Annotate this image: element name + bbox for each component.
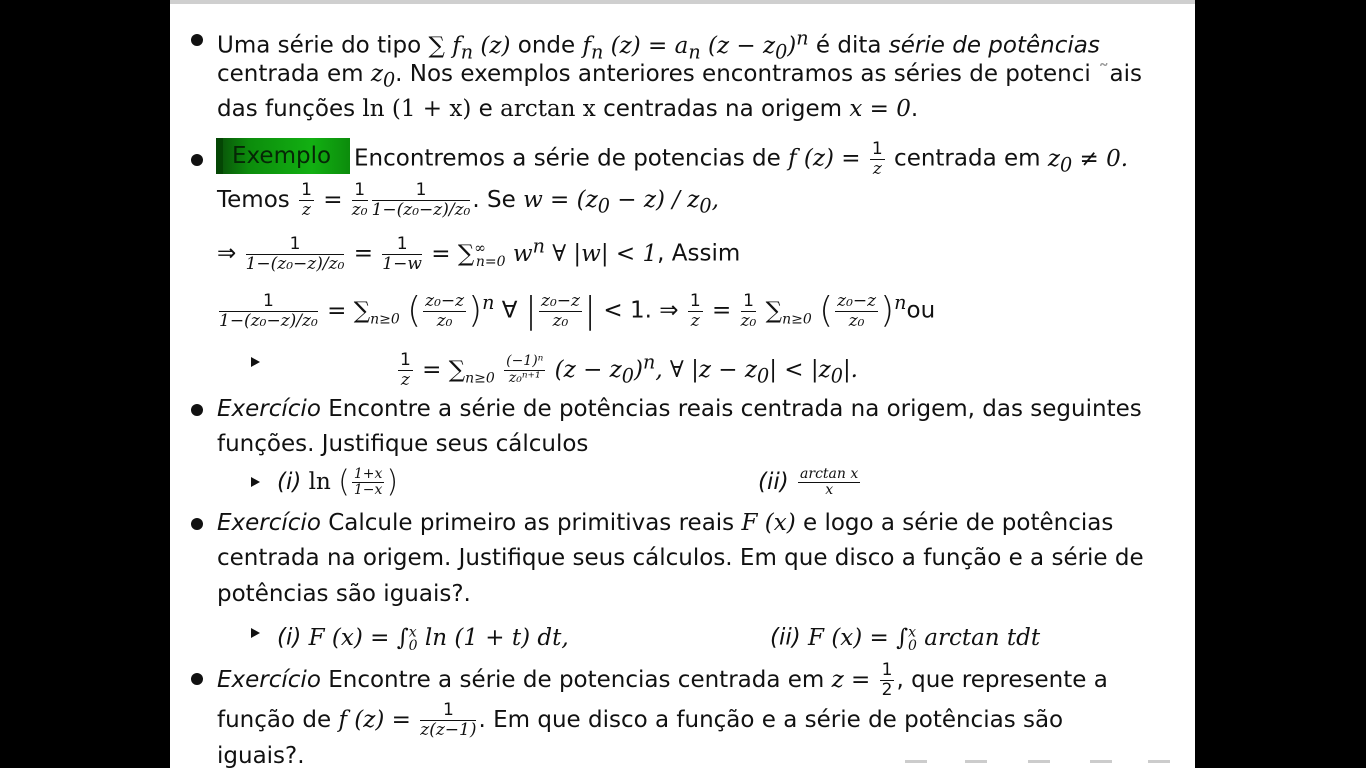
text: ou	[906, 297, 936, 324]
text: . Nos exemplos anteriores encontramos as séries de potenci	[395, 61, 1091, 87]
sub-bullet-arrow	[251, 477, 260, 487]
bullet1-line3: das funções ln (1 + x) e arctan x centradas na origem x = 0.	[217, 96, 919, 122]
text: . Em que disco a função e a série de potências são	[478, 707, 1064, 733]
bullet-dot	[191, 404, 203, 416]
text: centrada em	[886, 145, 1048, 172]
bullet1-line2: centrada em $z_0$. Nos exemplos anteriores encontramos as séries de potenci ˜ais	[217, 61, 1143, 92]
emphasis-text: série de potências	[888, 32, 1100, 59]
bullet3-item-i: (i) ln ( $\frac{1+x}{1-x}$ )	[277, 464, 399, 500]
bullet3-item-ii	[758, 462, 862, 502]
nav-icon[interactable]	[905, 760, 927, 763]
slide-top-border	[170, 0, 1195, 4]
bullet2-line1	[354, 140, 1128, 183]
text: . Se	[472, 187, 524, 213]
text: potências são iguais?.	[217, 581, 471, 607]
math: arctan x	[500, 96, 596, 122]
fraction: $\frac{1}{1-w}$	[382, 233, 422, 274]
math: $f_n$ $(z) = a_n$ $(z - z_0)^n$	[582, 26, 809, 64]
text: Temos	[217, 187, 298, 213]
fraction: $\frac{1}{\text{z₀}}$	[740, 290, 757, 331]
slide-page	[170, 0, 1195, 768]
text: onde	[510, 32, 583, 59]
text: , Assim	[657, 240, 741, 267]
text: iguais?.	[217, 743, 305, 768]
math: $w = (z_0 - z) / z_0$,	[523, 187, 719, 218]
bullet4-item-i	[277, 618, 569, 660]
text: funções. Justifique seus cálculos	[217, 431, 589, 457]
sub-bullet-arrow	[251, 357, 260, 367]
fraction: $\frac{1}{z}$	[301, 180, 312, 220]
bullet4-line1	[217, 509, 1113, 537]
fraction: $\frac{\text{(−1)ⁿ}}{\text{z₀ⁿ⁺¹}}$	[506, 353, 544, 386]
sub-bullet-arrow	[251, 628, 260, 638]
nav-icon[interactable]	[1148, 760, 1170, 763]
item-label: (ii)	[770, 624, 801, 651]
exercise-label: Exercício	[217, 510, 321, 536]
bullet4-line2	[217, 544, 1144, 572]
item-label: (ii)	[758, 469, 789, 495]
nav-icon[interactable]	[1090, 760, 1112, 763]
math: $z_0$	[370, 61, 396, 92]
exercise-label: Exercício	[217, 396, 321, 422]
text: ais	[1109, 61, 1143, 87]
nav-icon[interactable]	[965, 760, 987, 763]
fraction: $\frac{1}{2}$	[881, 660, 893, 700]
math: = $\sum_{n\ge 0}$	[414, 356, 495, 387]
exercise-label: Exercício	[217, 667, 321, 693]
fraction: $\frac{1}{z}$	[871, 139, 883, 179]
math: $z_0 \ne 0$.	[1047, 145, 1129, 177]
text: Encontre a série de potências reais centrada na origem, das seguintes	[320, 396, 1142, 422]
text: Encontre a série de potencias centrada em	[320, 667, 832, 693]
bullet3-line2	[217, 430, 588, 458]
math: ln (1 + x)	[362, 96, 472, 122]
text: e logo a série de potências	[795, 510, 1114, 536]
text: centrada na origem. Justifique seus cálculos. Em que disco a função e a série de	[217, 545, 1144, 571]
nav-icon[interactable]	[1028, 760, 1050, 763]
math: x = 0	[849, 96, 911, 122]
text: das funções	[217, 96, 363, 122]
text: , que represente a	[896, 667, 1108, 693]
example-badge-label: Exemplo	[232, 143, 332, 169]
text: centrada em	[217, 61, 371, 87]
math: F (x) = ∫$^x_0$ arctan tdt	[808, 624, 1041, 655]
fraction: $\frac{\text{z₀−z}}{\text{z₀}}$	[541, 290, 580, 331]
bullet-dot	[191, 154, 203, 166]
fraction: $\frac{1}{z(z-1)}$	[420, 700, 477, 740]
fraction: $\frac{1}{z}$	[689, 290, 701, 331]
math: f (z) =	[788, 145, 861, 172]
bullet2-line2: Temos $\frac{1}{z}$ = $\frac{1}{\text{z₀}}$ $\frac{1}{\text{1−(z₀−z)/z₀}}$ . Se $w = (z_0 - z) / z_0$,	[217, 180, 719, 220]
text: função de	[217, 707, 339, 733]
math: $\sum_{n\ge 0}$	[758, 297, 812, 328]
implies-arrow: ⇒	[217, 240, 237, 267]
bullet-dot	[191, 34, 203, 46]
math: $(z - z_0)^n$, ∀ $|z - z_0| < |z_0|$.	[547, 350, 858, 388]
math: F (x) = ∫$^x_0$ ln (1 + t) dt,	[308, 624, 569, 655]
bullet3-line1	[217, 395, 1142, 423]
fraction: $\frac{\text{z₀−z}}{\text{z₀}}$	[425, 290, 465, 331]
text: Uma série do tipo	[217, 32, 429, 59]
fraction: $\frac{1}{\text{1−(z₀−z)/z₀}}$	[219, 290, 318, 331]
bullet5-line3	[217, 742, 305, 768]
math: F (x)	[741, 510, 796, 536]
bullet5-line2	[217, 700, 1063, 740]
fraction: $\frac{1}{\text{z₀}}$	[351, 180, 368, 220]
text: centradas na origem	[595, 96, 850, 122]
math: f (z) =	[338, 707, 411, 733]
fraction: $\frac{1}{\text{1−(z₀−z)/z₀}}$	[371, 180, 471, 220]
bullet-dot	[191, 673, 203, 685]
math: = $\sum_{n\ge 0}$	[319, 297, 400, 328]
fraction: $\frac{\text{z₀−z}}{\text{z₀}}$	[837, 290, 877, 331]
fraction: $\frac{1}{\text{1−(z₀−z)/z₀}}$	[245, 233, 345, 274]
bullet2-line3: ⇒ $\frac{1}{\text{1−(z₀−z)/z₀}}$ = $\frac{1}{1-w}$ = $\sum^\infty_{n=0}$ $w^n$ ∀ |w| < 1, Assim	[217, 233, 741, 274]
bullet2-line4: $\frac{1}{\text{1−(z₀−z)/z₀}}$ = $\sum_{n\ge 0}$ ( $\frac{\text{z₀−z}}{\text{z₀}}$ )$^n$ ∀ | $\frac{\text{z₀−z}}{\text{z₀}}$ | < 1. ⇒ $\frac{1}{z}$ = $\frac{1}{\text{z₀}}$ $\sum_{n\ge 0}$ ( $\frac{\text{z₀−z}}{\text{z₀}}$ )$^n$ou	[219, 290, 936, 332]
bullet-dot	[191, 518, 203, 530]
math: z	[831, 667, 844, 693]
item-label: (i)	[277, 469, 302, 495]
fraction: $\frac{\text{arctan x}}{x}$	[800, 465, 859, 498]
text: e	[471, 96, 501, 122]
math: = $\sum^\infty_{n=0}$ $w^n$ ∀ |w| < 1	[423, 234, 658, 271]
fraction: $\frac{1+x}{1-x}$	[353, 465, 383, 498]
fraction: $\frac{1}{z}$	[400, 349, 411, 390]
text: Encontremos a série de potencias de	[354, 145, 789, 172]
math: ∑ $f_n$ (z)	[428, 32, 511, 64]
bullet2-line5	[396, 342, 858, 398]
text: Calcule primeiro as primitivas reais	[320, 510, 742, 536]
bullet5-line1: Exercício Encontre a série de potencias centrada em z = $\frac{1}{2}$ , que represente a	[217, 660, 1108, 700]
bullet4-item-ii	[770, 618, 1040, 660]
text: é dita	[808, 32, 889, 59]
item-label: (i)	[277, 624, 302, 651]
bullet4-line3	[217, 580, 471, 608]
